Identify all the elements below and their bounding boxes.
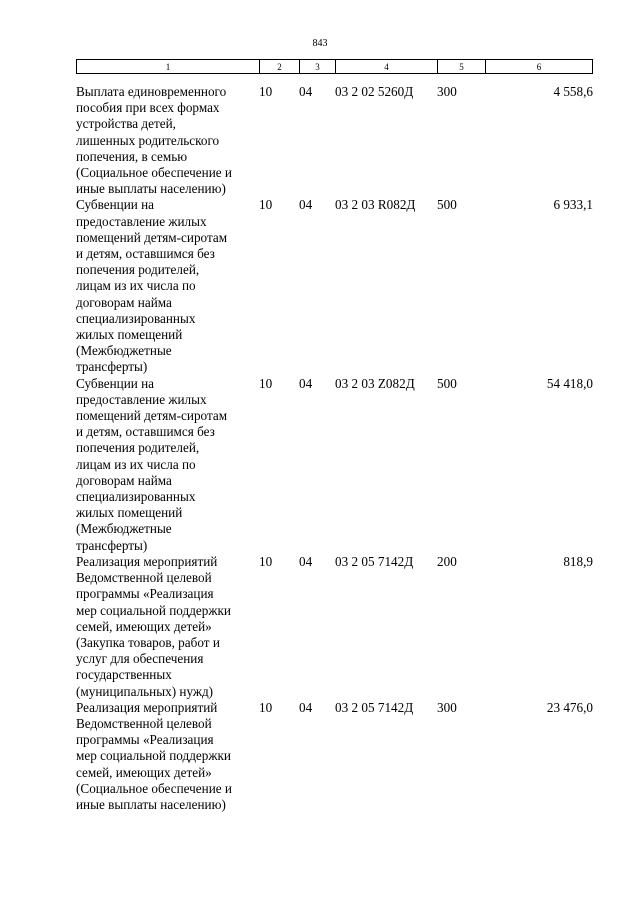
row-expense-type-code: 500 (437, 197, 457, 213)
row-section-code: 10 (259, 699, 273, 715)
row-name-line: (Межбюджетные (76, 343, 172, 359)
column-header-row (77, 60, 593, 74)
row-section-code: 10 (259, 553, 273, 569)
row-expense-type-code: 300 (437, 699, 457, 715)
row-subsection-code: 04 (299, 699, 313, 715)
row-subsection-code: 04 (299, 375, 313, 391)
row-section-code: 10 (259, 84, 273, 99)
row-name-line: государственных (76, 667, 172, 683)
table-row (76, 554, 593, 700)
row-name-line: (Социальное обеспечение и (76, 780, 232, 796)
table-row (76, 84, 593, 197)
row-name-line: трансферты) (76, 359, 148, 375)
row-name-line: лишенных родительского (76, 132, 220, 148)
row-name (76, 376, 259, 554)
row-name (76, 554, 259, 700)
column-header-4: 4 (336, 60, 438, 74)
row-amount: 23 476,0 (546, 699, 593, 715)
row-section-code: 10 (259, 197, 273, 213)
row-name-line: попечения родителей, (76, 262, 200, 278)
row-name-line: и детям, оставшимся без (76, 424, 215, 440)
row-name-line: услуг для обеспечения (76, 651, 204, 667)
row-amount: 4 558,6 (553, 84, 593, 99)
row-name-line: семей, имеющих детей» (76, 764, 212, 780)
row-name (76, 197, 259, 375)
row-name-line: (Социальное обеспечение и (76, 165, 232, 181)
row-name-line: Выплата единовременного (76, 84, 227, 99)
column-header-table (76, 59, 593, 74)
row-subsection-code: 04 (299, 197, 313, 213)
row-name-line: (муниципальных) нужд) (76, 683, 214, 699)
row-name-line: жилых помещений (76, 327, 183, 343)
table-row (76, 376, 593, 554)
row-name-line: мер социальной поддержки (76, 748, 231, 764)
row-target-article-code: 03 2 03 R082Д (335, 197, 416, 213)
row-name-line: программы «Реализация (76, 586, 214, 602)
row-name-line: попечения родителей, (76, 440, 200, 456)
row-name-line: семей, имеющих детей» (76, 618, 212, 634)
row-name-line: помещений детям-сиротам (76, 229, 228, 245)
row-name-line: иные выплаты населению) (76, 181, 226, 197)
row-name-line: мер социальной поддержки (76, 602, 231, 618)
row-name-line: (Закупка товаров, работ и (76, 634, 220, 650)
row-name-line: помещений детям-сиротам (76, 408, 228, 424)
row-subsection-code: 04 (299, 553, 313, 569)
row-target-article-code: 03 2 05 7142Д (335, 553, 414, 569)
row-name-line: программы «Реализация (76, 732, 214, 748)
column-header-2: 2 (260, 60, 300, 74)
row-section-code: 10 (259, 375, 273, 391)
row-name-line: Ведомственной целевой (76, 570, 212, 586)
row-name-line: договорам найма (76, 472, 172, 488)
row-name-line: специализированных (76, 310, 196, 326)
row-name-line: жилых помещений (76, 505, 183, 521)
row-name-line: предоставление жилых (76, 391, 207, 407)
row-name-line: Субвенции на (76, 197, 155, 213)
column-header-3: 3 (300, 60, 336, 74)
row-amount: 6 933,1 (553, 197, 593, 213)
row-name-line: устройства детей, (76, 116, 176, 132)
row-expense-type-code: 300 (437, 84, 457, 99)
row-target-article-code: 03 2 03 Z082Д (335, 375, 415, 391)
row-name-line: иные выплаты населению) (76, 796, 226, 812)
row-name-line: и детям, оставшимся без (76, 246, 215, 262)
row-name-line: (Межбюджетные (76, 521, 172, 537)
budget-table-body (76, 84, 593, 813)
column-header-5: 5 (438, 60, 486, 74)
column-header-6: 6 (486, 60, 593, 74)
row-name-line: Субвенции на (76, 375, 155, 391)
row-name-line: договорам найма (76, 294, 172, 310)
column-header-1: 1 (77, 60, 260, 74)
table-row (76, 700, 593, 813)
table-row (76, 197, 593, 375)
row-name-line: лицам из их числа по (76, 456, 196, 472)
row-name-line: предоставление жилых (76, 213, 207, 229)
row-name-line: специализированных (76, 489, 196, 505)
row-name-line: Реализация мероприятий (76, 699, 218, 715)
row-name-line: попечения, в семью (76, 148, 188, 164)
row-subsection-code: 04 (299, 84, 313, 99)
row-name (76, 84, 259, 197)
row-target-article-code: 03 2 02 5260Д (335, 84, 414, 99)
row-target-article-code: 03 2 05 7142Д (335, 699, 414, 715)
row-name-line: трансферты) (76, 537, 148, 553)
row-expense-type-code: 200 (437, 553, 457, 569)
page-number: 843 (312, 38, 328, 49)
row-amount: 54 418,0 (546, 375, 593, 391)
row-amount: 818,9 (563, 553, 593, 569)
row-name-line: пособия при всех формах (76, 100, 220, 116)
row-name (76, 700, 259, 813)
row-name-line: Реализация мероприятий (76, 553, 218, 569)
row-name-line: лицам из их числа по (76, 278, 196, 294)
row-name-line: Ведомственной целевой (76, 715, 212, 731)
row-expense-type-code: 500 (437, 375, 457, 391)
budget-table (76, 84, 593, 813)
